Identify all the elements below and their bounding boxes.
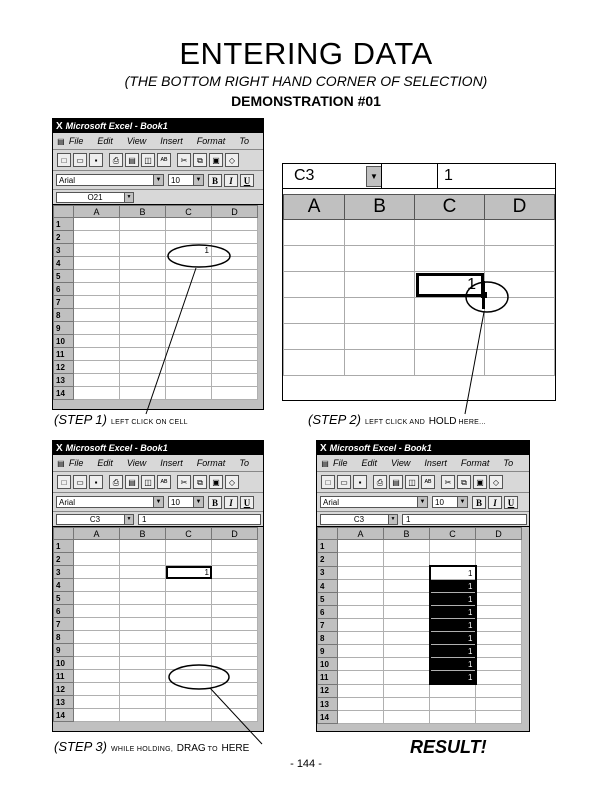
cut-icon[interactable]: ✂ bbox=[441, 475, 455, 489]
row-header[interactable]: 3 bbox=[54, 566, 74, 579]
step1-caption: (STEP 1) LEFT CLICK ON CELL bbox=[54, 412, 188, 427]
step1-pointer-line bbox=[146, 268, 196, 414]
column-header[interactable]: B bbox=[345, 195, 415, 220]
menu-item-view[interactable]: View bbox=[126, 458, 147, 468]
open-icon[interactable]: ▭ bbox=[73, 153, 87, 167]
row-header[interactable]: 2 bbox=[54, 231, 74, 244]
row-header[interactable]: 9 bbox=[54, 644, 74, 657]
selected-cell-c3[interactable]: 1 bbox=[415, 272, 485, 298]
paste-icon[interactable]: ▣ bbox=[473, 475, 487, 489]
row-header[interactable]: 11 bbox=[54, 670, 74, 683]
row-header[interactable]: 1 bbox=[54, 540, 74, 553]
chevron-down-icon[interactable]: ▼ bbox=[193, 175, 203, 185]
bold-button[interactable]: B bbox=[208, 174, 222, 187]
chevron-down-icon[interactable]: ▼ bbox=[193, 497, 203, 507]
row-header[interactable]: 8 bbox=[54, 631, 74, 644]
new-icon[interactable]: □ bbox=[57, 153, 71, 167]
bold-button[interactable]: B bbox=[208, 496, 222, 509]
page-title: ENTERING DATA bbox=[179, 36, 433, 71]
row-header[interactable]: 9 bbox=[318, 645, 338, 658]
spelling-icon[interactable]: ᴬᴮ bbox=[157, 475, 171, 489]
row-header[interactable]: 2 bbox=[318, 553, 338, 567]
print-preview-icon[interactable]: ▤ bbox=[125, 153, 139, 167]
print-preview-icon[interactable]: ▤ bbox=[389, 475, 403, 489]
row-header[interactable]: 1 bbox=[54, 218, 74, 231]
cut-icon[interactable]: ✂ bbox=[177, 153, 191, 167]
page-subtitle: (THE BOTTOM RIGHT HAND CORNER OF SELECTION) bbox=[124, 73, 488, 89]
row-header[interactable]: 8 bbox=[54, 309, 74, 322]
row-header[interactable]: 5 bbox=[54, 270, 74, 283]
save-icon[interactable]: ▪ bbox=[89, 153, 103, 167]
preview-icon[interactable]: ◫ bbox=[405, 475, 419, 489]
spelling-icon[interactable]: ᴬᴮ bbox=[157, 153, 171, 167]
row-header[interactable]: 7 bbox=[54, 296, 74, 309]
row-header[interactable]: 4 bbox=[54, 257, 74, 270]
cut-icon[interactable]: ✂ bbox=[177, 475, 191, 489]
chevron-down-icon[interactable]: ▼ bbox=[417, 497, 427, 507]
menu-item-insert[interactable]: Insert bbox=[424, 458, 447, 468]
menu-item-to[interactable]: To bbox=[503, 458, 514, 468]
name-box[interactable]: O21 ▼ bbox=[56, 192, 134, 203]
save-icon[interactable]: ▪ bbox=[353, 475, 367, 489]
row-header[interactable]: 12 bbox=[318, 684, 338, 698]
row-header[interactable]: 9 bbox=[54, 322, 74, 335]
column-header[interactable]: C bbox=[415, 195, 485, 220]
format-painter-icon[interactable]: ◇ bbox=[225, 153, 239, 167]
open-icon[interactable]: ▭ bbox=[337, 475, 351, 489]
window-title: Microsoft Excel - Book1 bbox=[329, 443, 432, 453]
column-header[interactable]: D bbox=[485, 195, 555, 220]
copy-icon[interactable]: ⧉ bbox=[193, 153, 207, 167]
font-size-select[interactable]: 10 ▼ bbox=[168, 174, 204, 186]
menu-item-format[interactable]: Format bbox=[460, 458, 490, 468]
italic-button[interactable]: I bbox=[224, 174, 238, 187]
chevron-down-icon[interactable]: ▼ bbox=[388, 515, 397, 524]
name-box[interactable]: C3 ▼ bbox=[56, 514, 134, 525]
row-header[interactable]: 5 bbox=[54, 592, 74, 605]
formula-bar[interactable]: 1 bbox=[437, 164, 556, 188]
font-name-select[interactable]: Arial ▼ bbox=[56, 174, 164, 186]
font-size-select[interactable]: 10 ▼ bbox=[168, 496, 204, 508]
row-header[interactable]: 13 bbox=[54, 374, 74, 387]
step2-pointer-line bbox=[465, 312, 484, 414]
spelling-icon[interactable]: ᴬᴮ bbox=[421, 475, 435, 489]
font-name-select[interactable]: Arial ▼ bbox=[320, 496, 428, 508]
row-header[interactable]: 3 bbox=[54, 244, 74, 257]
row-header[interactable]: 7 bbox=[318, 619, 338, 632]
menu-item-insert[interactable]: Insert bbox=[160, 458, 183, 468]
column-header[interactable]: A bbox=[74, 528, 120, 540]
result-caption: RESULT! bbox=[410, 737, 487, 757]
column-header[interactable]: B bbox=[120, 206, 166, 218]
menu-item-to[interactable]: To bbox=[239, 458, 249, 468]
row-header[interactable]: 14 bbox=[54, 387, 74, 400]
chevron-down-icon[interactable]: ▼ bbox=[124, 193, 133, 202]
font-name-select[interactable]: Arial ▼ bbox=[56, 496, 164, 508]
column-header[interactable]: D bbox=[212, 528, 258, 540]
row-header[interactable]: 10 bbox=[318, 658, 338, 671]
open-icon[interactable]: ▭ bbox=[73, 475, 87, 489]
doc-icon[interactable]: ▤ bbox=[57, 458, 65, 468]
chevron-down-icon[interactable]: ▼ bbox=[153, 175, 163, 185]
row-header[interactable]: 8 bbox=[318, 632, 338, 645]
window-title: Microsoft Excel - Book1 bbox=[65, 443, 168, 453]
column-header[interactable]: C bbox=[166, 528, 212, 540]
menu-item-view[interactable]: View bbox=[126, 136, 147, 146]
step3-pointer-line bbox=[210, 688, 262, 744]
row-header[interactable]: 12 bbox=[54, 361, 74, 374]
row-header[interactable]: 5 bbox=[318, 593, 338, 606]
name-box[interactable]: C3 ▼ bbox=[320, 514, 398, 525]
row-header[interactable]: 3 bbox=[318, 566, 338, 580]
chevron-down-icon[interactable]: ▼ bbox=[153, 497, 163, 507]
formula-bar[interactable]: 1 bbox=[138, 514, 261, 525]
chevron-down-icon[interactable]: ▼ bbox=[366, 166, 382, 187]
row-header[interactable]: 13 bbox=[318, 698, 338, 711]
menu-item-file[interactable]: File bbox=[68, 136, 84, 146]
new-icon[interactable]: □ bbox=[57, 475, 71, 489]
row-header[interactable]: 10 bbox=[54, 335, 74, 348]
save-icon[interactable]: ▪ bbox=[89, 475, 103, 489]
row-header[interactable]: 4 bbox=[54, 579, 74, 592]
menu-item-to[interactable]: To bbox=[239, 136, 249, 146]
italic-button[interactable]: I bbox=[224, 496, 238, 509]
column-header[interactable]: C bbox=[166, 206, 212, 218]
step3-highlight-ellipse bbox=[169, 665, 229, 689]
row-header[interactable]: 11 bbox=[318, 671, 338, 685]
cell[interactable]: 1 bbox=[430, 566, 476, 580]
cell[interactable]: 1 bbox=[430, 580, 476, 593]
menu-item-format[interactable]: Format bbox=[196, 458, 226, 468]
paste-icon[interactable]: ▣ bbox=[209, 153, 223, 167]
column-header[interactable]: B bbox=[384, 528, 430, 540]
column-header[interactable]: B bbox=[120, 528, 166, 540]
menu-item-format[interactable]: Format bbox=[196, 136, 226, 146]
row-header[interactable]: 6 bbox=[54, 283, 74, 296]
print-icon[interactable]: ⎙ bbox=[109, 475, 123, 489]
italic-button[interactable]: I bbox=[488, 496, 502, 509]
step1-highlight-ellipse bbox=[168, 245, 230, 267]
print-icon[interactable]: ⎙ bbox=[373, 475, 387, 489]
doc-icon[interactable]: ▤ bbox=[321, 458, 329, 468]
column-header[interactable]: A bbox=[74, 206, 120, 218]
window-title: Microsoft Excel - Book1 bbox=[65, 121, 168, 131]
column-header[interactable]: D bbox=[476, 528, 522, 540]
menu-item-insert[interactable]: Insert bbox=[160, 136, 183, 146]
paste-icon[interactable]: ▣ bbox=[209, 475, 223, 489]
format-painter-icon[interactable]: ◇ bbox=[489, 475, 503, 489]
menu-item-file[interactable]: File bbox=[333, 458, 348, 468]
row-header[interactable]: 7 bbox=[54, 618, 74, 631]
formula-bar[interactable]: 1 bbox=[402, 514, 527, 525]
cell[interactable]: 1 bbox=[166, 244, 212, 257]
underline-button[interactable]: U bbox=[240, 174, 254, 187]
print-icon[interactable]: ⎙ bbox=[109, 153, 123, 167]
preview-icon[interactable]: ◫ bbox=[141, 475, 155, 489]
copy-icon[interactable]: ⧉ bbox=[193, 475, 207, 489]
row-header[interactable]: 1 bbox=[318, 540, 338, 553]
copy-icon[interactable]: ⧉ bbox=[457, 475, 471, 489]
row-header[interactable]: 4 bbox=[318, 580, 338, 593]
cell[interactable]: 1 bbox=[430, 593, 476, 606]
page-number: - 144 - bbox=[290, 758, 322, 770]
cell[interactable]: 1 bbox=[430, 632, 476, 645]
bold-button[interactable]: B bbox=[472, 496, 486, 509]
underline-button[interactable]: U bbox=[504, 496, 518, 509]
format-painter-icon[interactable]: ◇ bbox=[225, 475, 239, 489]
row-header[interactable]: 14 bbox=[318, 711, 338, 724]
row-header[interactable]: 6 bbox=[318, 606, 338, 619]
cell[interactable]: 1 bbox=[430, 606, 476, 619]
cell[interactable]: 1 bbox=[430, 619, 476, 632]
doc-icon[interactable]: ▤ bbox=[57, 136, 65, 146]
preview-icon[interactable]: ◫ bbox=[141, 153, 155, 167]
demonstration-label: DEMONSTRATION #01 bbox=[231, 93, 381, 109]
step3-caption: (STEP 3) WHILE HOLDING, DRAG TO HERE bbox=[54, 739, 250, 754]
row-header[interactable]: 12 bbox=[54, 683, 74, 696]
cell[interactable]: 1 bbox=[430, 645, 476, 658]
underline-button[interactable]: U bbox=[240, 496, 254, 509]
menu-item-edit[interactable]: Edit bbox=[97, 136, 113, 146]
font-size-select[interactable]: 10 ▼ bbox=[432, 496, 468, 508]
row-header[interactable]: 13 bbox=[54, 696, 74, 709]
column-header[interactable]: C bbox=[430, 528, 476, 540]
menu-item-file[interactable]: File bbox=[68, 458, 84, 468]
cell[interactable]: 1 bbox=[166, 566, 212, 579]
menu-item-edit[interactable]: Edit bbox=[361, 458, 378, 468]
new-icon[interactable]: □ bbox=[321, 475, 335, 489]
row-header[interactable]: 2 bbox=[54, 553, 74, 566]
step2-highlight-ellipse bbox=[466, 282, 508, 312]
column-header[interactable]: A bbox=[338, 528, 384, 540]
excel-logo-icon: X bbox=[320, 442, 327, 454]
row-header[interactable]: 11 bbox=[54, 348, 74, 361]
name-box[interactable]: C3 bbox=[294, 167, 315, 184]
print-preview-icon[interactable]: ▤ bbox=[125, 475, 139, 489]
excel-logo-icon: X bbox=[56, 442, 63, 454]
column-header[interactable]: A bbox=[284, 195, 345, 220]
menu-item-edit[interactable]: Edit bbox=[97, 458, 113, 468]
cell[interactable]: 1 bbox=[430, 671, 476, 685]
chevron-down-icon[interactable]: ▼ bbox=[457, 497, 467, 507]
excel-logo-icon: X bbox=[56, 120, 63, 132]
column-header[interactable]: D bbox=[212, 206, 258, 218]
row-header[interactable]: 6 bbox=[54, 605, 74, 618]
menu-item-view[interactable]: View bbox=[391, 458, 411, 468]
cell[interactable]: 1 bbox=[430, 658, 476, 671]
step2-caption: (STEP 2) LEFT CLICK AND HOLD HERE... bbox=[308, 412, 486, 427]
row-header[interactable]: 10 bbox=[54, 657, 74, 670]
chevron-down-icon[interactable]: ▼ bbox=[124, 515, 133, 524]
row-header[interactable]: 14 bbox=[54, 709, 74, 722]
